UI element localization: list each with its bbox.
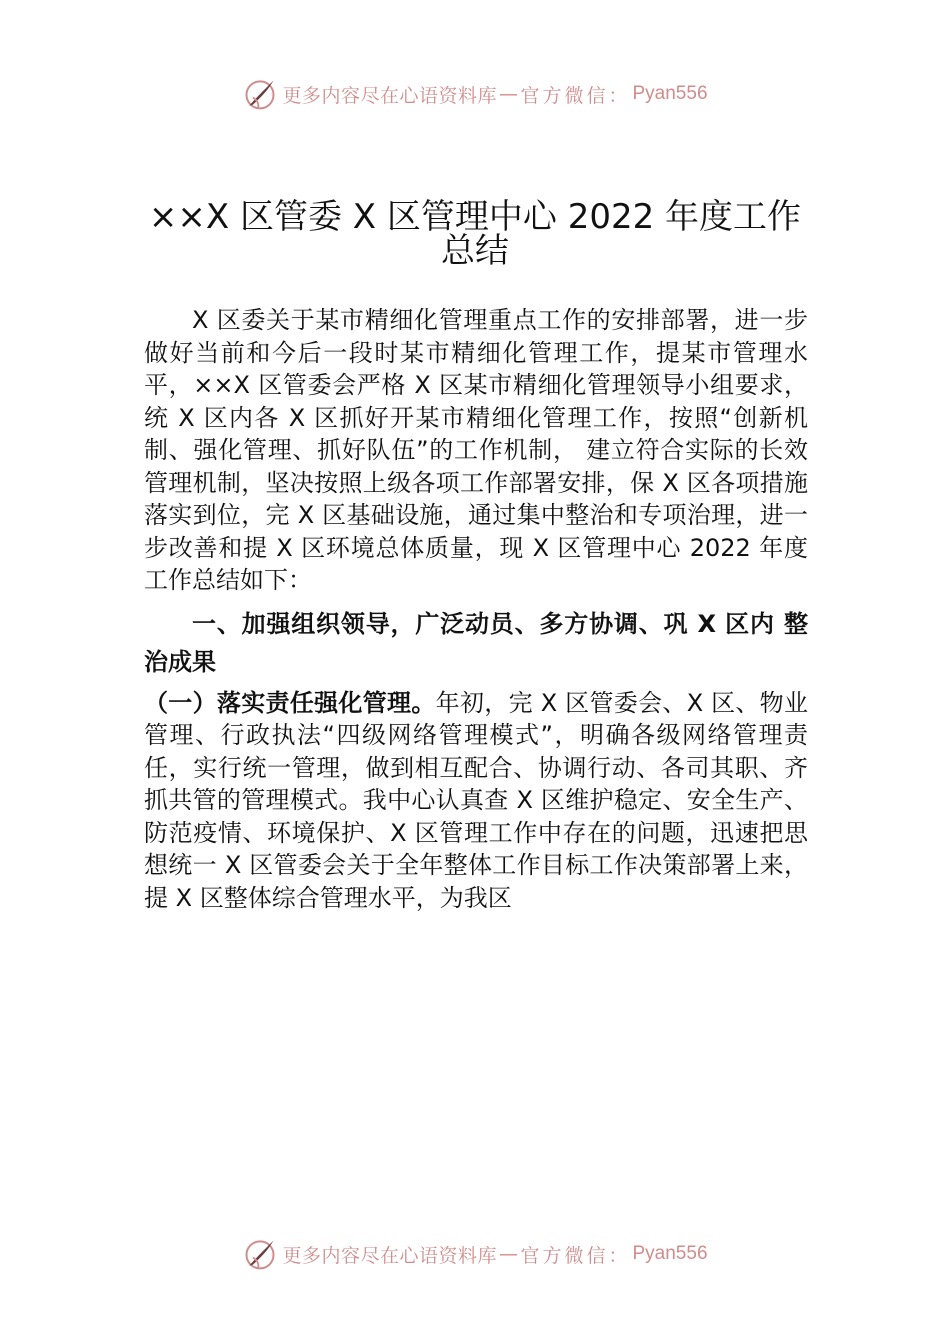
watermark-separator: — xyxy=(498,1243,519,1265)
pen-logo-icon xyxy=(242,76,278,112)
watermark-wechat-label: 官方微信： xyxy=(520,1244,631,1267)
watermark-wechat-id: Pyan556 xyxy=(632,83,708,104)
watermark-wechat-id: Pyan556 xyxy=(632,1243,708,1264)
document-title: ××X 区管委 X 区管理中心 2022 年度工作总结 xyxy=(148,197,802,271)
section-heading-text: 一、加强组织领导，广泛动员、多方协调、巩 X 区内 整治成果 xyxy=(144,609,808,676)
subsection-heading: （一）落实责任强化管理。 xyxy=(144,688,436,717)
watermark-separator: — xyxy=(498,83,519,105)
watermark-text: 更多内容尽在心语资料库 xyxy=(282,1244,497,1267)
intro-paragraph: X 区委关于某市精细化管理重点工作的安排部署，进一步做好当前和今后一段时某市精细化管理工作，提某市管理水平，××X 区管委会严格 X 区某市精细化管理领导小组要求，统 X 区内各 X 区抓好开某市精细化管理工作，按照“创新机制、强化管理、抓好队伍”的工作机制， 建立符合实际的长效管理机制，坚决按照上级各项工作部署安排，保 X 区各项措施落实到位，完 X 区基础设施，通过集中整治和专项治理，进一步改善和提 X 区环境总体质量，现 X 区管理中心 2022 年度工作总结如下： xyxy=(144,306,808,594)
header-watermark xyxy=(0,74,950,114)
subsection-body: 年初，完 X 区管委会、X 区、物业管理、行政执法“四级网络管理模式”，明确各级网络管理责任，实行统一管理，做到相互配合、协调行动、各司其职、齐抓共管的管理模式。我中心认真查 X 区维护稳定、安全生产、防范疫情、环境保护、X 区管理工作中存在的问题，迅速把思想统一 X 区管委会关于全年整体工作目标工作决策部署上来，提 X 区整体综合管理水平，为我区 xyxy=(144,688,808,912)
document-body xyxy=(144,304,808,914)
subsection-paragraph xyxy=(144,687,808,915)
footer-watermark xyxy=(0,1234,950,1274)
section-heading xyxy=(144,605,808,681)
watermark-text: 更多内容尽在心语资料库 xyxy=(282,84,497,107)
pen-logo-icon xyxy=(242,1236,278,1272)
watermark-wechat-label: 官方微信： xyxy=(520,84,631,107)
